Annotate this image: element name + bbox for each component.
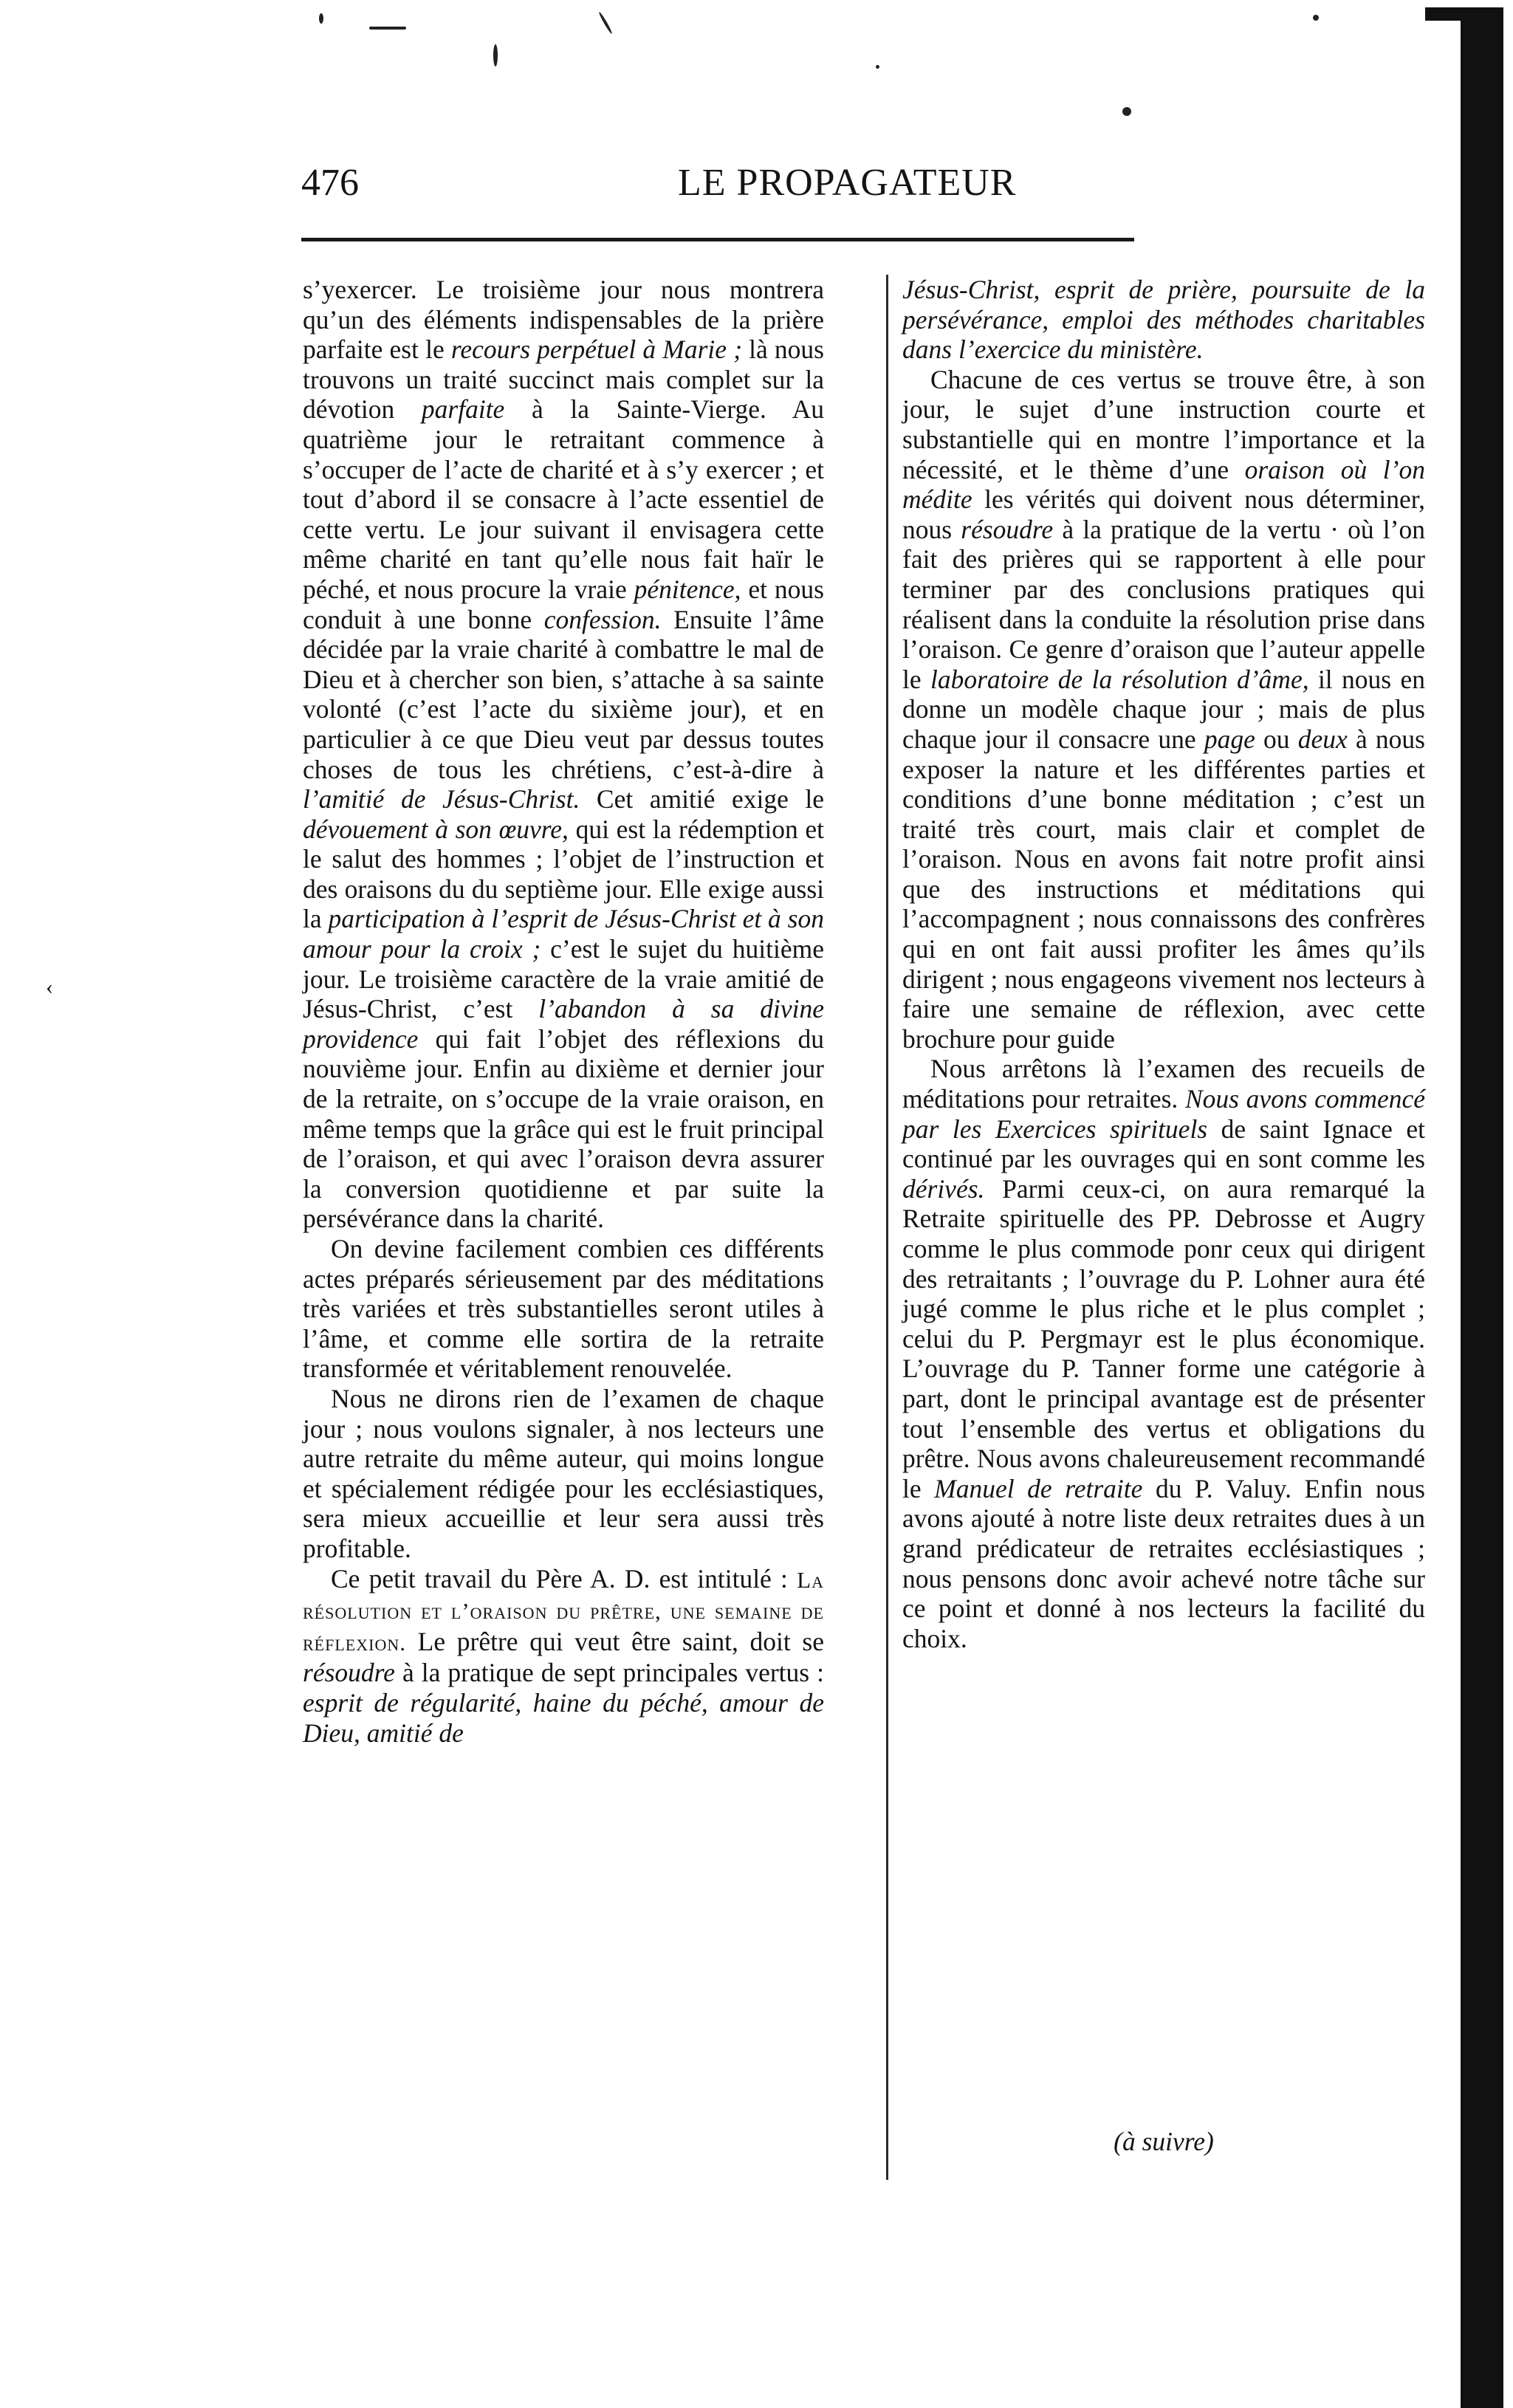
text-run: On devine facilement combien ces différents actes préparés sérieusement par des méditations très variées et très substantielles seront utiles à l’âme, et comme elle sortira de la retraite transformée et véritablement renouvelée.: [303, 1234, 824, 1384]
paragraph: [902, 365, 1425, 1054]
text-run: Le prêtre qui veut être saint, doit se: [405, 1626, 824, 1656]
text-run: Ensuite l’âme décidée par la vraie charité à combattre le mal de Dieu et à chercher son bien, s’attache à sa sainte volonté (c’est l’acte du sixième jour), et en particulier à ce que Dieu veut par dessus toutes choses de tous les chrétiens, c’est-à-dire à: [303, 604, 824, 784]
paragraph: [303, 1564, 824, 1749]
text-run: il nous en donne un modèle chaque jour ; mais de plus chaque jour il consacre une: [902, 664, 1425, 754]
text-run: de saint Ignace et continué par les ouvrages qui en sont comme les: [902, 1114, 1425, 1174]
text-run: Chacune de ces vertus se trouve être, à son jour, le sujet d’une instruction courte et substantielle qui en montre l’importance et la nécessité, et le thème d’une: [902, 364, 1425, 484]
to-be-continued: (à suivre): [1114, 2127, 1214, 2156]
text-run: à la Sainte-Vierge. Au quatrième jour le retraitant commence à s’occuper de l’acte de charité et à s’y exercer ; et tout d’abord il se consacre à l’acte essentiel de cette vertu. Le jour suivant il envisagera cette même charité en tant qu’elle nous fait haïr le péché, et nous procure la vraie: [303, 394, 825, 604]
text-run: Cet amitié exige le: [580, 784, 824, 814]
text-run: là nous trouvons un traité succinct mais complet sur la dévotion: [303, 335, 824, 425]
italic-run: résoudre: [961, 514, 1054, 544]
scan-speck: [369, 27, 406, 30]
italic-run: oraison où l’on médite: [902, 454, 1425, 515]
italic-run: laboratoire de la résolution d’âme,: [930, 664, 1309, 694]
paragraph: [303, 1384, 824, 1564]
text-run: qui fait l’objet des réflexions du nouvième jour. Enfin au dixième et dernier jour de la retraite, on s’occupe de la vraie oraison, en même temps que la grâce qui est le fruit principal de l’oraison, et qui avec l’oraison devra assurer la conversion quotidienne et par suite la persévérance dans la charité.: [303, 1023, 824, 1234]
italic-run: pénitence,: [634, 574, 741, 604]
italic-run: Manuel de retraite: [934, 1473, 1143, 1503]
italic-run: l’amitié de Jésus-Christ.: [303, 784, 580, 814]
text-run: Nous ne dirons rien de l’examen de chaque jour ; nous voulons signaler, à nos lecteurs une autre retraite du même auteur, qui moins longue et spécialement rédigée pour les ecclésiastiques, sera mieux accueillie et leur sera aussi très profitable.: [303, 1383, 824, 1563]
left-column: [303, 275, 824, 1748]
scan-speck: [876, 65, 879, 69]
italic-run: Nous avons commencé par les Exercices spirituels: [902, 1084, 1425, 1144]
italic-run: participation à l’esprit de Jésus-Christ et à son amour pour la croix ;: [303, 904, 825, 964]
italic-run: esprit de régularité, haine du péché, amour de Dieu, amitié de: [303, 1687, 824, 1748]
margin-mark: ‹: [46, 975, 53, 999]
header-rule: [301, 238, 1134, 241]
scan-binding-edge: [1461, 15, 1503, 2408]
text-run: les vérités qui doivent nous déterminer, nous: [902, 484, 1425, 544]
italic-run: deux: [1297, 724, 1348, 754]
paragraph: [902, 275, 1425, 365]
page-header: [301, 161, 1134, 213]
paragraph: [303, 275, 824, 1234]
scan-speck: [1122, 107, 1131, 116]
italic-run: dévouement à son œuvre,: [303, 814, 569, 844]
text-run: et nous conduit à une bonne: [303, 574, 824, 634]
italic-run: Jésus-Christ, esprit de prière, poursuite de la persévérance, emploi des méthodes charitables dans l’exercice du ministère.: [902, 275, 1425, 365]
text-run: Nous arrêtons là l’examen des recueils de méditations pour retraites.: [902, 1054, 1425, 1114]
scan-speck: [319, 13, 323, 24]
text-run: à la pratique de la vertu · où l’on fait des prières qui se rapportent à elle pour terminer par des conclusions pratiques qui réalisent dans la conduite la résolution prise dans l’oraison. Ce genre d’oraison que l’auteur appelle le: [902, 514, 1425, 694]
italic-run: page: [1204, 724, 1255, 754]
paragraph: [303, 1234, 824, 1384]
scan-speck: [1313, 15, 1319, 21]
column-divider: [886, 275, 888, 2180]
text-run: à la pratique de sept principales vertus :: [394, 1658, 824, 1688]
text-run: s’yexercer. Le troisième jour nous montrera qu’un des éléments indispensables de la prière parfaite est le: [303, 275, 824, 365]
scan-speck: [598, 11, 613, 34]
text-run: Parmi ceux-ci, on aura remarqué la Retraite spirituelle des PP. Debrosse et Augry comme le plus commode ponr ceux qui dirigent des retraitants ; l’ouvrage du P. Lohner aura été jugé comme le plus riche et le plus complet ; celui du P. Pergmayr est le plus économique. L’ouvrage du P. Tanner forme une catégorie à part, dont le principal avantage est de présenter tout l’ensemble des vertus et obligations du prêtre. Nous avons chaleureusement recommandé le: [902, 1173, 1425, 1503]
italic-run: confession.: [543, 604, 662, 634]
page-number: 476: [301, 162, 359, 204]
italic-run: résoudre: [303, 1658, 395, 1688]
text-run: du P. Valuy. Enfin nous avons ajouté à notre liste deux retraites dues à un grand prédicateur de retraites ecclésiastiques ; nous pensons donc avoir achevé notre tâche sur ce point et donné à nos lecteurs la facilité du choix.: [902, 1473, 1425, 1653]
italic-run: l’abandon à sa divine providence: [303, 994, 824, 1054]
running-title: LE PROPAGATEUR: [678, 162, 1017, 204]
right-column: [902, 275, 1425, 1653]
text-run: ou: [1255, 724, 1298, 754]
text-run: Ce petit travail du Père A. D. est intitulé :: [331, 1563, 797, 1594]
text-run: c’est le sujet du huitième jour. Le troisième caractère de la vraie amitié de Jésus-Christ, c’est: [303, 934, 824, 1024]
scan-speck: [493, 44, 498, 66]
text-run: qui est la rédemption et le salut des hommes ; l’objet de l’instruction et des oraisons du du septième jour. Elle exige aussi la: [303, 814, 824, 934]
italic-run: parfaite: [421, 394, 505, 425]
italic-run: recours perpétuel à Marie ;: [450, 335, 743, 365]
smallcaps-title-run: La résolution et l’oraison du prêtre, une semaine de réflexion.: [303, 1566, 824, 1656]
paragraph: [902, 1054, 1425, 1653]
italic-run: dérivés.: [902, 1173, 985, 1204]
text-run: à nous exposer la nature et les différentes parties et conditions d’une bonne méditation ; c’est un traité très court, mais clair et complet de l’oraison. Nous en avons fait notre profit ainsi que des instructions et méditations qui l’accompagnent ; nous connaissons des confrères qui en ont fait aussi profiter les âmes qu’ils dirigent ; nous engageons vivement nos lecteurs à faire une semaine de réflexion, avec cette brochure pour guide: [902, 724, 1425, 1054]
